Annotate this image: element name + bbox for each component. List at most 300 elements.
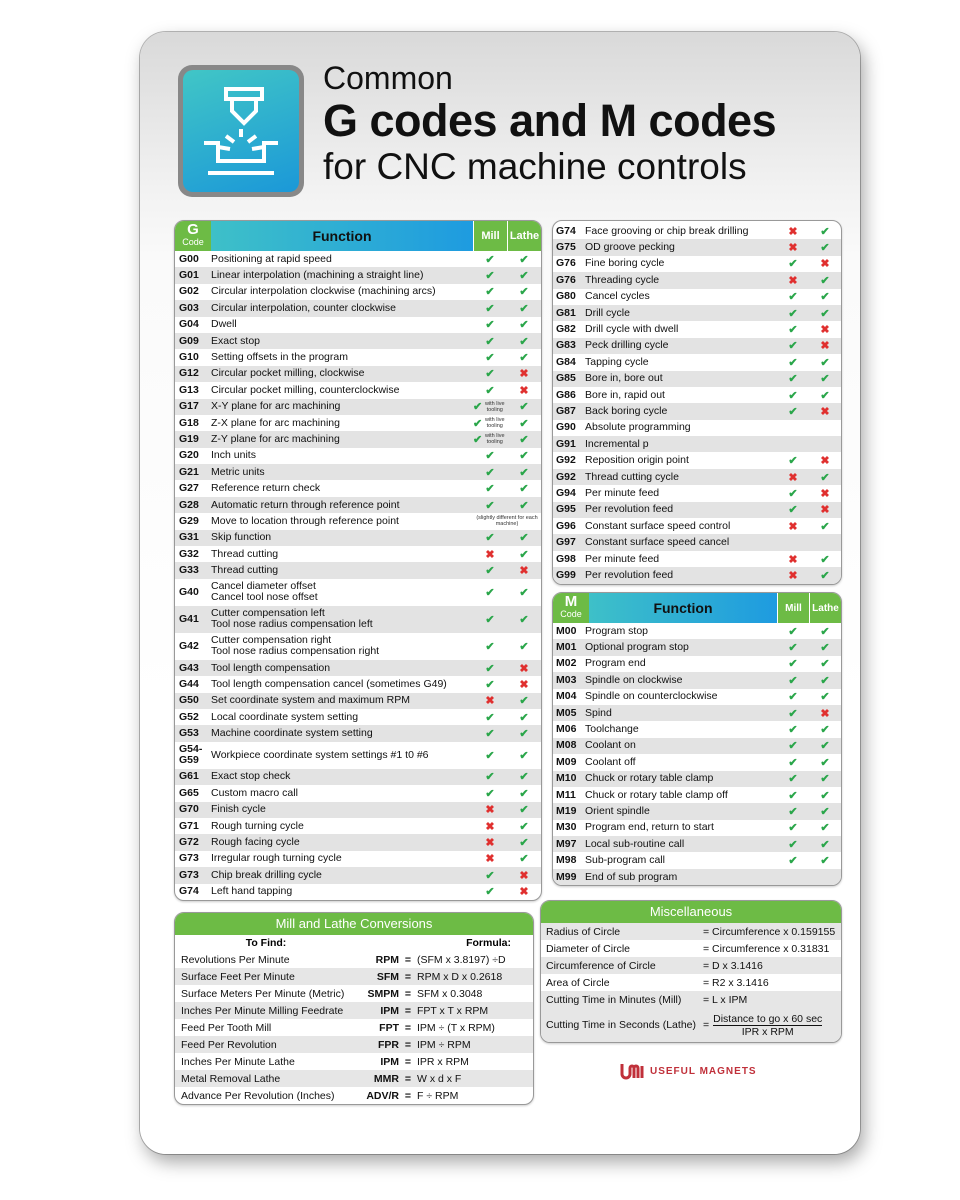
- table-row: [553, 239, 841, 255]
- function-cell: [211, 352, 473, 363]
- check-icon: ✔: [788, 707, 798, 720]
- table-row: [553, 551, 841, 567]
- table-row: [175, 366, 541, 382]
- check-icon: ✔: [485, 678, 495, 691]
- mark-cell-lathe: [507, 302, 541, 315]
- mark-cell-lathe: [507, 253, 541, 266]
- mark-cell-lathe: [507, 749, 541, 762]
- mark-cell-mill: [473, 852, 507, 865]
- table-row: [553, 836, 841, 852]
- mark-cell-mill: [777, 339, 809, 352]
- reference-board: [140, 32, 860, 1154]
- function-cell: [585, 790, 777, 801]
- mark-cell-mill: [777, 520, 809, 533]
- function-cell: [585, 258, 777, 269]
- table-row: [175, 317, 541, 333]
- check-icon: ✔: [788, 625, 798, 638]
- mark-cell-mill: [473, 885, 507, 898]
- table-row: [175, 513, 541, 529]
- conversion-label: Advance Per Revolution (Inches): [181, 1089, 335, 1102]
- function-text: Peck drilling cycle: [585, 339, 669, 352]
- check-icon: ✔: [519, 771, 529, 784]
- function-text: Local coordinate system setting: [211, 710, 359, 723]
- function-cell: [211, 418, 473, 429]
- table-row: [175, 725, 541, 741]
- mark-cell-mill: [777, 641, 809, 654]
- conversion-label: Inches Per Minute Lathe: [181, 1055, 295, 1068]
- check-icon: ✔: [519, 319, 529, 332]
- check-icon: ✔: [485, 450, 495, 463]
- function-cell: [585, 691, 777, 702]
- table-row: [175, 579, 541, 606]
- mark-cell-mill: [777, 805, 809, 818]
- table-row: [553, 354, 841, 370]
- function-text: Move to location through reference point: [211, 514, 399, 527]
- numerator: Distance to go x 60 sec: [713, 1012, 823, 1025]
- function-text: Workpiece coordinate system settings #1 t0 #6: [211, 748, 429, 761]
- table-row: [553, 403, 841, 419]
- code-cell: G52: [179, 710, 199, 723]
- table-row: [553, 371, 841, 387]
- check-icon: ✔: [519, 548, 529, 561]
- code-label: Code: [182, 237, 204, 247]
- mark-cell-mill: [777, 257, 809, 270]
- code-cell: G27: [179, 482, 199, 495]
- lathe-header: Lathe: [809, 593, 841, 623]
- cross-icon: ✖: [519, 368, 529, 381]
- function-text: Drill cycle: [585, 306, 630, 319]
- check-icon: ✔: [485, 499, 495, 512]
- cross-icon: ✖: [788, 569, 798, 582]
- function-cell: [585, 822, 777, 833]
- conversion-abbr: RPM: [375, 953, 399, 966]
- check-icon: ✔: [820, 307, 830, 320]
- cross-icon: ✖: [485, 548, 495, 561]
- mark-cell-mill: [777, 274, 809, 287]
- code-cell: G44: [179, 677, 199, 690]
- function-cell: [585, 626, 777, 637]
- fraction: [713, 1013, 822, 1038]
- check-icon: ✔: [485, 749, 495, 762]
- code-cell: M01: [556, 641, 577, 654]
- function-cell: [585, 275, 777, 286]
- mark-cell-mill: [473, 640, 507, 653]
- function-text: Automatic return through reference point: [211, 498, 400, 511]
- function-text: Chuck or rotary table clamp off: [585, 788, 728, 801]
- code-cell: M03: [556, 673, 577, 686]
- function-cell: [585, 242, 777, 253]
- conversion-label: Feed Per Tooth Mill: [181, 1021, 272, 1034]
- mark-cell-mill: [777, 307, 809, 320]
- mark-cell-mill: [473, 564, 507, 577]
- table-row: [553, 502, 841, 518]
- mark-cell-mill: [777, 739, 809, 752]
- equals-sign: =: [404, 970, 412, 983]
- equals-sign: =: [404, 1089, 412, 1102]
- code-cell: G75: [556, 241, 576, 254]
- misc-label: Circumference of Circle: [546, 959, 656, 972]
- equals-sign: =: [404, 1021, 412, 1034]
- function-cell: [585, 855, 777, 866]
- mark-cell-lathe: [809, 339, 841, 352]
- mark-cell-lathe: [507, 466, 541, 479]
- code-cell: G21: [179, 465, 199, 478]
- function-text: Skip function: [211, 531, 272, 544]
- mark-cell-mill: [473, 548, 507, 561]
- mark-cell-mill: [473, 787, 507, 800]
- function-text: Chuck or rotary table clamp: [585, 772, 714, 785]
- mark-cell-lathe: [809, 356, 841, 369]
- code-cell: G82: [556, 323, 576, 336]
- table-row: [175, 785, 541, 801]
- code-header: [553, 593, 589, 623]
- mark-cell-mill: [473, 269, 507, 282]
- function-text: Machine coordinate system setting: [211, 727, 373, 740]
- mark-cell-lathe: [507, 662, 541, 675]
- check-icon: ✔: [485, 565, 495, 578]
- table-row: [175, 660, 541, 676]
- mark-cell-mill: [777, 487, 809, 500]
- table-row: [175, 284, 541, 300]
- mark-cell-mill: [777, 690, 809, 703]
- check-icon: ✔: [485, 532, 495, 545]
- code-cell: G43: [179, 661, 199, 674]
- mark-cell-mill: [777, 405, 809, 418]
- code-label: Code: [560, 609, 582, 619]
- code-cell: M30: [556, 821, 577, 834]
- m-label: M: [564, 593, 578, 610]
- code-cell: G12: [179, 367, 199, 380]
- function-cell: [211, 771, 473, 782]
- to-find-label: To Find:: [245, 937, 287, 949]
- check-icon: ✔: [788, 642, 798, 655]
- check-icon: ✔: [820, 805, 830, 818]
- function-cell: [211, 532, 473, 543]
- g-label: G: [187, 221, 199, 238]
- code-cell: G71: [179, 819, 199, 832]
- conversion-abbr: SMPM: [367, 987, 399, 1000]
- mark-cell-mill: [777, 821, 809, 834]
- misc-panel: [540, 900, 842, 1043]
- mark-cell-lathe: [809, 487, 841, 500]
- function-text: Circular interpolation, counter clockwise: [211, 301, 396, 314]
- table-row: [553, 771, 841, 787]
- function-cell: [211, 663, 473, 674]
- check-icon: ✔: [820, 569, 830, 582]
- check-icon: ✔: [519, 417, 529, 430]
- conversion-formula: SFM x 0.3048: [417, 987, 483, 1000]
- mark-cell-mill: [777, 454, 809, 467]
- function-cell: [211, 385, 473, 396]
- code-cell: G72: [179, 836, 199, 849]
- mark-cell-mill: [473, 351, 507, 364]
- table-row: [553, 639, 841, 655]
- mark-cell-lathe: [809, 707, 841, 720]
- table-row: [553, 705, 841, 721]
- check-icon: ✔: [485, 368, 495, 381]
- conversion-abbr: SFM: [376, 970, 399, 983]
- misc-fraction-row: [541, 1008, 841, 1042]
- function-cell: [211, 319, 473, 330]
- mark-cell-lathe: [809, 274, 841, 287]
- function-cell: [585, 872, 777, 883]
- function-cell: [211, 549, 473, 560]
- table-row: [175, 415, 541, 431]
- check-icon: ✔: [820, 773, 830, 786]
- code-cell: G53: [179, 727, 199, 740]
- function-cell: [211, 821, 473, 832]
- mark-cell-mill: [473, 531, 507, 544]
- mark-cell-lathe: [809, 641, 841, 654]
- conversion-label: Feed Per Revolution: [181, 1038, 277, 1051]
- code-header: [175, 221, 211, 251]
- table-row: [553, 321, 841, 337]
- check-icon: ✔: [485, 384, 495, 397]
- misc-value: = R2 x 3.1416: [703, 976, 769, 989]
- table-row: [175, 464, 541, 480]
- mark-cell-mill: [473, 253, 507, 266]
- function-text: Face grooving or chip break drilling: [585, 224, 749, 237]
- code-cell: M99: [556, 870, 577, 883]
- code-cell: M00: [556, 624, 577, 637]
- conversion-row: [175, 1002, 533, 1019]
- cross-icon: ✖: [788, 274, 798, 287]
- function-cell: [211, 712, 473, 723]
- table-row: [553, 623, 841, 639]
- mark-cell-mill: [473, 662, 507, 675]
- mark-cell-mill: [473, 694, 507, 707]
- mark-cell-lathe: [507, 269, 541, 282]
- conversion-abbr: IPM: [380, 1055, 399, 1068]
- function-cell: [211, 368, 473, 379]
- function-cell: [211, 254, 473, 265]
- cross-icon: ✖: [519, 886, 529, 899]
- function-cell: [211, 679, 473, 690]
- code-cell: G31: [179, 531, 199, 544]
- mark-cell-lathe: [507, 482, 541, 495]
- mark-cell-mill: [473, 318, 507, 331]
- mark-cell-mill: [473, 367, 507, 380]
- mark-cell-lathe: [809, 389, 841, 402]
- function-text: Z-X plane for arc machining: [211, 416, 340, 429]
- code-cell: G13: [179, 383, 199, 396]
- table-row: [553, 289, 841, 305]
- equals-sign: =: [404, 1072, 412, 1085]
- check-icon: ✔: [788, 455, 798, 468]
- table-row: [175, 693, 541, 709]
- function-cell: [211, 270, 473, 281]
- g-code-table-right: [552, 220, 842, 585]
- mark-cell-mill: [777, 838, 809, 851]
- table-body: [553, 221, 841, 584]
- mark-cell-mill: [777, 503, 809, 516]
- check-icon: ✔: [788, 805, 798, 818]
- table-row: [175, 448, 541, 464]
- mark-cell-mill: [777, 723, 809, 736]
- check-icon: ✔: [519, 728, 529, 741]
- mark-cell-mill: [473, 433, 507, 446]
- function-text: Orient spindle: [585, 804, 650, 817]
- function-cell: [211, 565, 473, 576]
- mark-cell-lathe: [809, 503, 841, 516]
- conversion-row: [175, 951, 533, 968]
- check-icon: ✔: [519, 853, 529, 866]
- mark-cell-mill: [473, 384, 507, 397]
- code-cell: G03: [179, 301, 199, 314]
- mark-cell-mill: [777, 625, 809, 638]
- code-cell: G92: [556, 470, 576, 483]
- function-text: Per revolution feed: [585, 568, 674, 581]
- code-cell: G73: [179, 868, 199, 881]
- misc-label: Area of Circle: [546, 976, 610, 989]
- function-text: Absolute programming: [585, 421, 691, 434]
- mark-cell-lathe: [507, 836, 541, 849]
- check-icon: ✔: [820, 855, 830, 868]
- code-cell: M02: [556, 657, 577, 670]
- cross-icon: ✖: [820, 405, 830, 418]
- code-cell: G74: [179, 885, 199, 898]
- function-text: Inch units: [211, 449, 256, 462]
- code-cell: G85: [556, 372, 576, 385]
- misc-body: [541, 923, 841, 1008]
- function-text: Chip break drilling cycle: [211, 868, 322, 881]
- mark-cell-mill: [473, 449, 507, 462]
- check-icon: ✔: [519, 613, 529, 626]
- function-cell: [585, 308, 777, 319]
- check-icon: ✔: [473, 417, 483, 430]
- function-text: Drill cycle with dwell: [585, 323, 679, 336]
- conversion-row: [175, 1019, 533, 1036]
- table-row: [553, 567, 841, 583]
- table-row: [553, 534, 841, 550]
- check-icon: ✔: [788, 389, 798, 402]
- check-icon: ✔: [485, 335, 495, 348]
- conversion-formula: (SFM x 3.8197) ÷D: [417, 953, 506, 966]
- mark-cell-lathe: [507, 770, 541, 783]
- function-cell: [585, 658, 777, 669]
- function-cell: [211, 336, 473, 347]
- check-icon: ✔: [519, 335, 529, 348]
- check-icon: ✔: [485, 253, 495, 266]
- function-text: Reference return check: [211, 482, 321, 495]
- mark-cell-lathe: [809, 838, 841, 851]
- check-icon: ✔: [820, 674, 830, 687]
- check-icon: ✔: [788, 405, 798, 418]
- code-cell: G96: [556, 519, 576, 532]
- table-row: [175, 251, 541, 267]
- conversion-abbr: ADV/R: [366, 1089, 399, 1102]
- mark-cell-lathe: [507, 640, 541, 653]
- cross-icon: ✖: [485, 695, 495, 708]
- mark-cell-mill: [473, 613, 507, 626]
- code-cell: G00: [179, 252, 199, 265]
- check-icon: ✔: [485, 466, 495, 479]
- code-cell: G84: [556, 355, 576, 368]
- table-row: [553, 305, 841, 321]
- mark-cell-mill: [777, 772, 809, 785]
- table-row: [553, 754, 841, 770]
- table-row: [553, 436, 841, 452]
- code-cell: G10: [179, 351, 199, 364]
- check-icon: ✔: [519, 433, 529, 446]
- code-cell: M19: [556, 804, 577, 817]
- function-cell: [585, 642, 777, 653]
- function-text: End of sub program: [585, 870, 678, 883]
- code-cell: G02: [179, 285, 199, 298]
- code-cell: G20: [179, 449, 199, 462]
- check-icon: ✔: [788, 487, 798, 500]
- mark-cell-mill: [777, 854, 809, 867]
- mark-cell-lathe: [507, 803, 541, 816]
- mark-cell-lathe: [507, 531, 541, 544]
- note-text: with live tooling: [484, 433, 505, 446]
- code-cell: G40: [179, 585, 199, 598]
- check-icon: ✔: [820, 625, 830, 638]
- function-cell: [211, 303, 473, 314]
- function-cell: [585, 226, 777, 237]
- mark-cell-lathe: [809, 756, 841, 769]
- function-text: Circular pocket milling, counterclockwise: [211, 383, 400, 396]
- conversion-abbr: FPT: [379, 1021, 399, 1034]
- function-text: Per minute feed: [585, 552, 660, 565]
- table-row: [553, 803, 841, 819]
- function-text: Set coordinate system and maximum RPM: [211, 694, 410, 707]
- mark-cell-lathe: [809, 625, 841, 638]
- table-row: [175, 851, 541, 867]
- check-icon: ✔: [788, 740, 798, 753]
- mark-cell-mill: [473, 586, 507, 599]
- function-text: Spindle on counterclockwise: [585, 690, 718, 703]
- misc-row: [541, 991, 841, 1008]
- code-cell: M98: [556, 854, 577, 867]
- code-cell: G76: [556, 257, 576, 270]
- function-text: Cancel cycles: [585, 290, 650, 303]
- function-cell: [585, 740, 777, 751]
- check-icon: ✔: [820, 691, 830, 704]
- check-icon: ✔: [519, 695, 529, 708]
- table-row: [175, 267, 541, 283]
- table-row: [175, 480, 541, 496]
- conversion-formula: W x d x F: [417, 1072, 462, 1085]
- check-icon: ✔: [485, 728, 495, 741]
- function-text: X-Y plane for arc machining: [211, 400, 341, 413]
- function-cell: [585, 455, 777, 466]
- cross-icon: ✖: [820, 487, 830, 500]
- check-icon: ✔: [519, 499, 529, 512]
- function-cell: [585, 806, 777, 817]
- mark-cell-mill: [473, 335, 507, 348]
- check-icon: ✔: [788, 789, 798, 802]
- code-cell: M04: [556, 690, 577, 703]
- table-row: [175, 802, 541, 818]
- function-cell: [585, 291, 777, 302]
- function-text: Local sub-routine call: [585, 837, 685, 850]
- check-icon: ✔: [788, 855, 798, 868]
- function-cell: [211, 750, 473, 761]
- code-cell: G86: [556, 388, 576, 401]
- check-icon: ✔: [788, 822, 798, 835]
- table-header: [553, 593, 841, 623]
- check-icon: ✔: [473, 433, 483, 446]
- table-body: [553, 623, 841, 885]
- check-icon: ✔: [485, 711, 495, 724]
- misc-label: Diameter of Circle: [546, 942, 631, 955]
- function-text: Program end: [585, 657, 646, 670]
- table-row: [175, 399, 541, 415]
- conversion-formula: F ÷ RPM: [417, 1089, 459, 1102]
- check-icon: ✔: [820, 274, 830, 287]
- marks-note-cell: [473, 515, 541, 527]
